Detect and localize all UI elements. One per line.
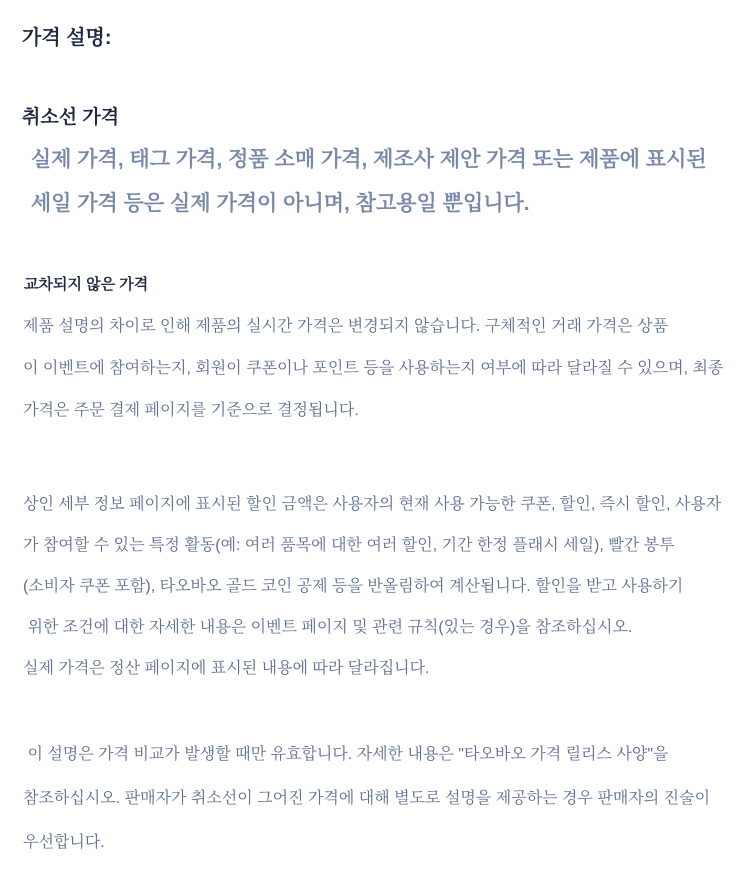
text-line: (소비자 쿠폰 포함), 타오바오 골드 코인 공제 등을 반올림하여 계산됩니다. 할인을 받고 사용하기 (23, 578, 684, 595)
text-line: 세일 가격 등은 실제 가격이 아니며, 참고용일 뿐입니다. (25, 192, 530, 215)
text-line: 가 참여할 수 있는 특정 활동(예: 여러 품목에 대한 여러 할인, 기간 한정 플래시 세일), 빨간 봉투 (23, 537, 675, 554)
text-line: 실제 가격은 정산 페이지에 표시된 내용에 따라 달라집니다. (23, 660, 430, 677)
text-line: 이 설명은 가격 비교가 발생할 때만 유효합니다. 자세한 내용은 "타오바오 가격 릴리스 사양"을 (23, 746, 669, 763)
page-title: 가격 설명: (22, 27, 112, 49)
text-line: 이 이벤트에 참여하는지, 회원이 쿠폰이나 포인트 등을 사용하는지 여부에 따라 달라질 수 있으며, 최종 (23, 360, 724, 377)
paragraph-discount-calculation (23, 484, 740, 689)
section-heading-uncrossed-price: 교차되지 않은 가격 (24, 276, 149, 293)
text-line: 실제 가격, 태그 가격, 정품 소매 가격, 제조사 제안 가격 또는 제품에 표시된 (25, 148, 707, 171)
section-heading-strikethrough-price: 취소선 가격 (22, 107, 120, 128)
paragraph-validity-note (23, 733, 740, 865)
strikethrough-price-description (25, 138, 736, 226)
text-line: 가격은 주문 결제 페이지를 기준으로 결정됩니다. (23, 402, 359, 419)
text-line: 제품 설명의 차이로 인해 제품의 실시간 가격은 변경되지 않습니다. 구체적인 거래 가격은 상품 (23, 318, 669, 335)
text-line: 우선합니다. (23, 834, 105, 851)
text-line: 위한 조건에 대한 자세한 내용은 이벤트 페이지 및 관련 규칙(있는 경우)을 참조하십시오. (23, 619, 633, 636)
text-line: 참조하십시오. 판매자가 취소선이 그어진 가격에 대해 별도로 설명을 제공하는 경우 판매자의 진술이 (23, 790, 711, 807)
paragraph-realtime-price (23, 306, 740, 432)
text-line: 상인 세부 정보 페이지에 표시된 할인 금액은 사용자의 현재 사용 가능한 쿠폰, 할인, 즉시 할인, 사용자 (23, 496, 722, 513)
